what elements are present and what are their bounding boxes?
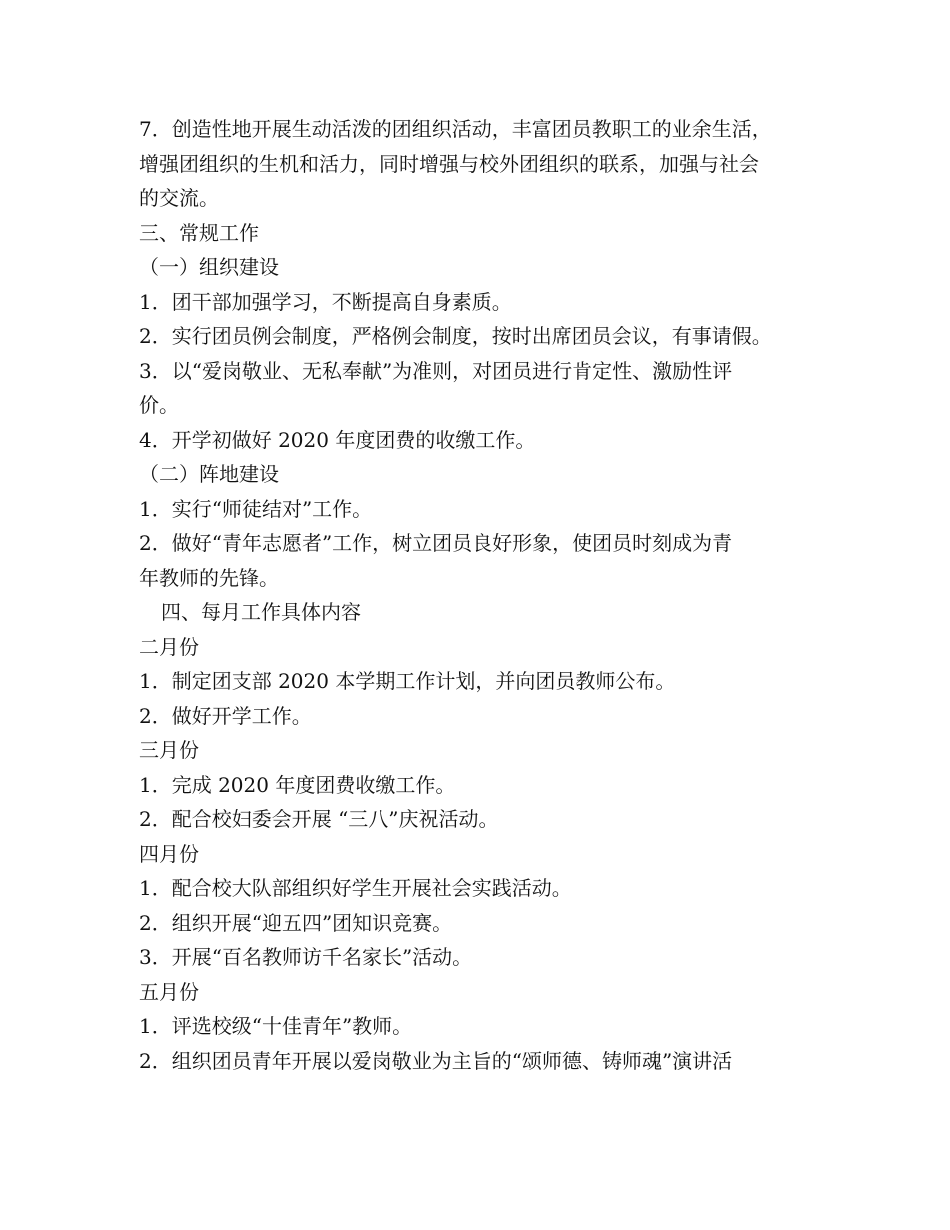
paragraph-line: 增强团组织的生机和活力，同时增强与校外团组织的联系，加强与社会 (139, 151, 759, 176)
list-item: 1．制定团支部 2020 本学期工作计划，并向团员教师公布。 (139, 669, 676, 693)
list-item-continued: 价。 (139, 393, 179, 417)
list-item-continued: 年教师的先锋。 (139, 565, 279, 590)
list-item: 3．以“爱岗敬业、无私奉献”为准则，对团员进行肯定性、激励性评 (139, 358, 733, 383)
list-item: 2．组织团员青年开展以爱岗敬业为主旨的“颂师德、铸师魂”演讲活 (139, 1048, 733, 1073)
list-item: 2．做好开学工作。 (139, 703, 312, 728)
paragraph-line: 7．创造性地开展生动活泼的团组织活动，丰富团员教职工的业余生活， (139, 117, 772, 141)
list-item: 3．开展“百名教师访千名家长”活动。 (139, 945, 473, 969)
list-item: 1．配合校大队部组织好学生开展社会实践活动。 (139, 876, 572, 900)
month-heading: 三月份 (139, 738, 199, 762)
document-body (139, 112, 829, 1078)
section-heading: 三、常规工作 (139, 220, 259, 245)
list-item: 2．配合校妇委会开展 “三八”庆祝活动。 (139, 807, 499, 831)
list-item: 1．完成 2020 年度团费收缴工作。 (139, 772, 456, 797)
section-heading: 四、每月工作具体内容 (161, 600, 361, 624)
month-heading: 二月份 (139, 634, 199, 659)
month-heading: 四月份 (139, 841, 199, 866)
list-item: 2．组织开展“迎五四”团知识竞赛。 (139, 910, 453, 935)
list-item: 2．实行团员例会制度，严格例会制度，按时出席团员会议，有事请假。 (139, 324, 772, 348)
list-item: 1．团干部加强学习，不断提高自身素质。 (139, 289, 512, 314)
paragraph-line: 的交流。 (139, 186, 219, 210)
subsection-heading: （一）组织建设 (139, 255, 279, 279)
month-heading: 五月份 (139, 979, 199, 1004)
list-item: 1．实行“师徒结对”工作。 (139, 496, 373, 521)
list-item: 1．评选校级“十佳青年”教师。 (139, 1014, 413, 1038)
list-item: 4．开学初做好 2020 年度团费的收缴工作。 (139, 427, 536, 452)
subsection-heading: （二）阵地建设 (139, 462, 279, 486)
list-item: 2．做好“青年志愿者”工作，树立团员良好形象，使团员时刻成为青 (139, 531, 733, 555)
